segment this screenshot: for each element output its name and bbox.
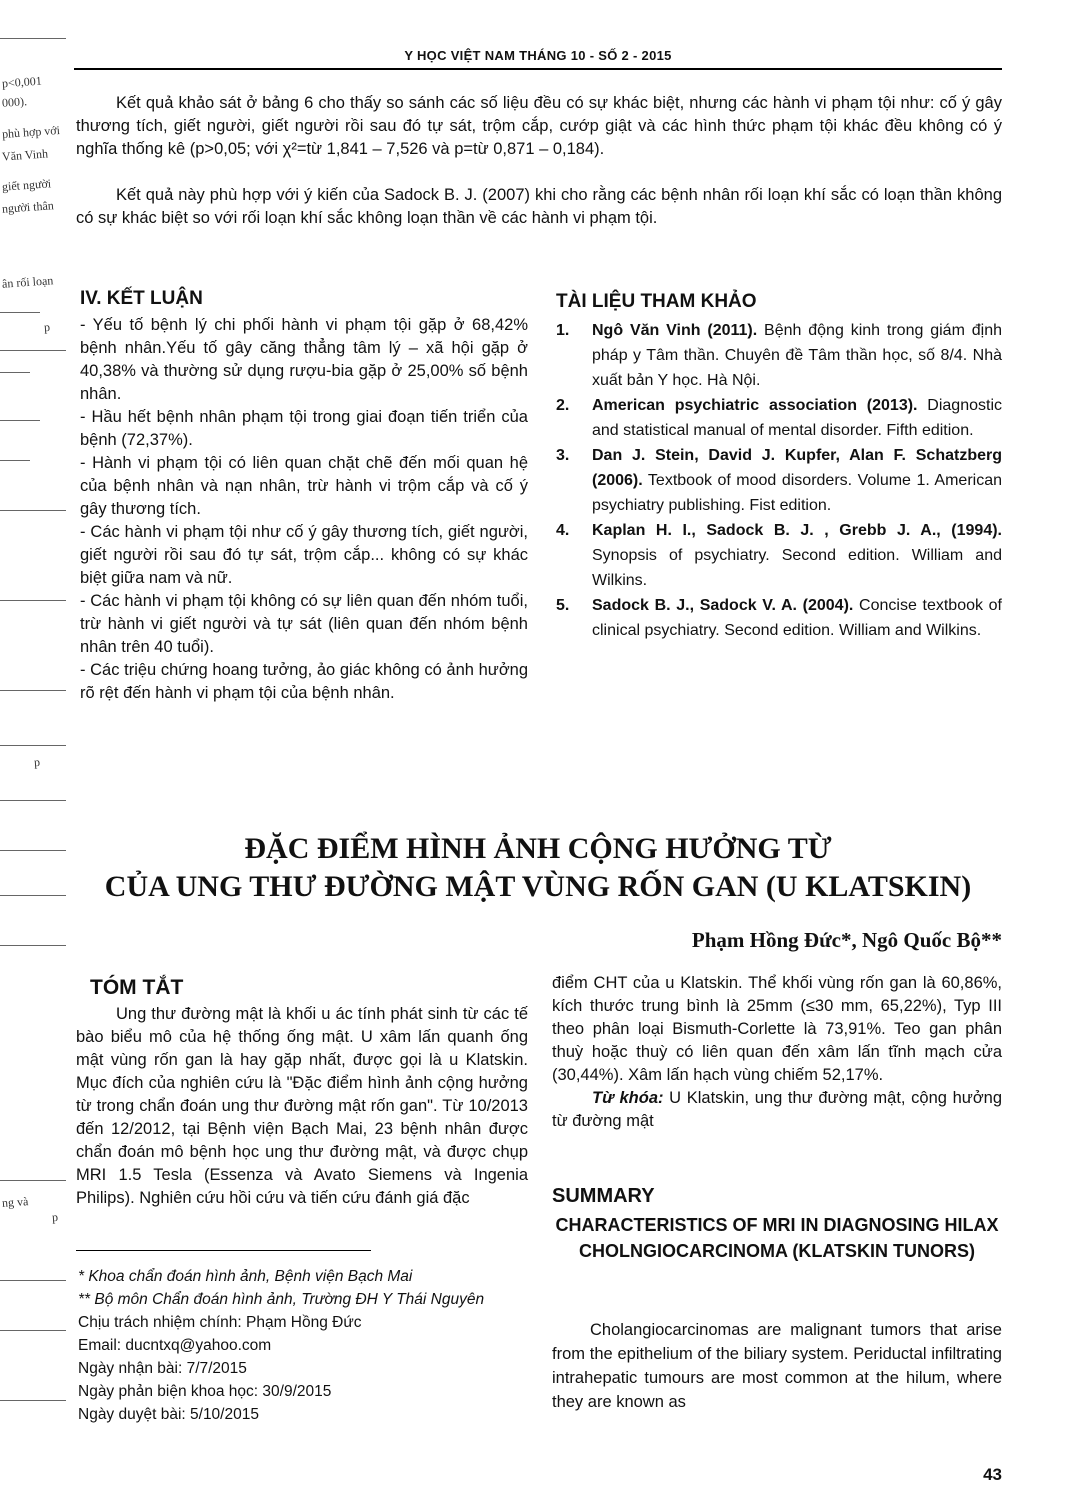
reference-authors: Dan J. Stein, David J. Kupfer, Alan F. Schatzberg (2006).: [592, 447, 1002, 489]
page-number: 43: [983, 1465, 1002, 1484]
reference-number: 3.: [556, 447, 570, 464]
bleed-fragment: giết người: [1, 176, 52, 194]
bleed-fragment: ng và: [1, 1194, 29, 1210]
bleed-line: [0, 800, 66, 801]
article-title-line: ĐẶC ĐIỂM HÌNH ẢNH CỘNG HƯỞNG TỪ: [244, 832, 832, 865]
reference-text: Synopsis of psychiatry. Second edition. William and Wilkins.: [592, 547, 1002, 589]
bleed-line: [0, 1180, 66, 1181]
results-paragraph: Kết quả khảo sát ở bảng 6 cho thấy so sánh các số liệu đều có sự khác biệt, nhưng các hành vi phạm tội như: cố ý gây thương tích, giết người, giết người rồi sau đó tự sát, trộm cắp, cướp giật và các hình thức phạm tội khác đều không có ý nghĩa thống kê (p>0,05; với χ²=từ 1,841 – 7,526 và p=từ 0,871 – 0,184).: [76, 94, 1002, 158]
reference-item: [556, 318, 1002, 393]
bleed-fragment: ân rối loạn: [1, 273, 54, 291]
conclusion-item: - Hầu hết bệnh nhân phạm tội trong giai đoạn tiến triển của bệnh (72,37%).: [80, 408, 528, 449]
reference-text: Bệnh động kinh trong giám định pháp y Tâm thần. Chuyên đề Tâm thần học, số 8/4. Nhà xuất bản Y học. Hà Nội.: [592, 322, 1003, 389]
bleed-line: [0, 510, 66, 511]
reference-number: 2.: [556, 397, 570, 414]
bleed-line: [0, 745, 66, 746]
abstract-heading: TÓM TẮT: [90, 976, 184, 999]
bleed-fragment: người thân: [1, 198, 55, 216]
abstract-left-column: Ung thư đường mật là khối u ác tính phát sinh từ các tế bào biểu mô của hệ thống ống mật. U xâm lấn quanh ống mật vùng rốn gan là hay gặp nhất, được gọi là u Klatskin. Mục đích của nghiên cứu là "Đặc điểm hình ảnh cộng hưởng từ trong chẩn đoán ung thư đường mật rốn gan". Từ 10/2013 đến 12/2012, tại Bệnh viện Bạch Mai, 23 bệnh nhân được chẩn đoán mô bệnh học ung thư đường mật, và được chụp MRI 1.5 Tesla (Essenza và Avato Siemens và Ingenia Philips). Nghiên cứu hồi cứu và tiến cứu đánh giá đặc: [76, 1005, 528, 1207]
header-rule: [74, 68, 1002, 70]
bleed-line: [0, 372, 30, 373]
reference-number: 4.: [556, 522, 570, 539]
conclusion-item: - Hành vi phạm tội có liên quan chặt chẽ đến mối quan hệ của bệnh nhân và nạn nhân, trừ hành vi trộm cắp và cố ý gây thương tích.: [80, 454, 528, 518]
conclusion-list: [80, 314, 528, 705]
bleed-fragment: p: [33, 754, 41, 770]
bleed-line: [0, 420, 40, 421]
article-title-line: CỦA UNG THƯ ĐƯỜNG MẬT VÙNG RỐN GAN (U KLATSKIN): [104, 870, 972, 903]
keywords-text: U Klatskin, ung thư đường mật, cộng hưởng từ đường mật: [552, 1089, 1002, 1130]
bleed-fragment: p: [43, 319, 51, 335]
bleed-line: [0, 350, 66, 351]
abstract-right-column: [552, 972, 1002, 1133]
reference-text: Concise textbook of clinical psychiatry. Second edition. William and Wilkins.: [592, 597, 1002, 639]
footnote-received: Ngày nhận bài: 7/7/2015: [78, 1360, 247, 1377]
reference-number: 5.: [556, 597, 570, 614]
reference-text: Textbook of mood disorders. Volume 1. American psychiatry publishing. Fist edition.: [592, 472, 1003, 514]
reference-item: [556, 593, 1002, 643]
bleed-line: [0, 1330, 66, 1331]
journal-header: Y HỌC VIỆT NAM THÁNG 10 - SỐ 2 - 2015: [404, 48, 672, 63]
bleed-fragment: p<0,001: [1, 73, 43, 91]
reference-text: Diagnostic and statistical manual of mental disorder. Fifth edition.: [592, 397, 1002, 439]
keywords: [552, 1087, 1002, 1133]
bleed-line: [0, 600, 66, 601]
summary-heading: SUMMARY: [552, 1185, 655, 1207]
reference-authors: Ngô Văn Vinh (2011).: [592, 322, 758, 339]
footnote-reviewed: Ngày phản biện khoa học: 30/9/2015: [78, 1383, 332, 1400]
reference-number: 1.: [556, 322, 570, 339]
reference-authors: Kaplan H. I., Sadock B. J. , Grebb J. A., (1994).: [592, 522, 1002, 539]
reference-authors: American psychiatric association (2013).: [592, 397, 918, 414]
bleed-line: [0, 38, 66, 39]
footnote-email: Email: ducntxq@yahoo.com: [78, 1337, 272, 1354]
conclusion-heading: IV. KẾT LUẬN: [80, 288, 203, 309]
conclusion-item: - Các hành vi phạm tội như cố ý gây thương tích, giết người, giết người rồi sau đó tự sát, trộm cắp... không có sự khác biệt giữa nam và nữ.: [80, 523, 528, 587]
footnote-responsible: Chịu trách nhiệm chính: Phạm Hồng Đức: [78, 1314, 362, 1331]
reference-authors: Sadock B. J., Sadock V. A. (2004).: [592, 597, 854, 614]
bleed-fragment: 000).: [1, 94, 28, 110]
bleed-fragment: phù hợp với: [1, 122, 61, 142]
summary-body: Cholangiocarcinomas are malignant tumors that arise from the epithelium of the biliary system. Periductal infiltrating intrahepatic tumours are most common at the hilum, where they are known as: [552, 1321, 1002, 1411]
reference-item: [556, 393, 1002, 443]
bleed-line: [0, 1400, 66, 1401]
summary-title: CHARACTERISTICS OF MRI IN DIAGNOSING HILAX CHOLNGIOCARCINOMA (KLATSKIN TUNORS): [555, 1215, 999, 1261]
references-list: [556, 318, 1002, 643]
bleed-line: [0, 945, 66, 946]
references-heading: TÀI LIỆU THAM KHẢO: [556, 291, 757, 312]
results-paragraph: Kết quả này phù hợp với ý kiến của Sadock B. J. (2007) khi cho rằng các bệnh nhân rối loạn khí sắc có loạn thần không có sự khác biệt so với rối loạn khí sắc không loạn thần về các hành vi phạm tội.: [76, 186, 1002, 227]
bleed-line: [0, 1280, 66, 1281]
bleed-fragment: p: [51, 1209, 59, 1225]
keywords-label: Từ khóa:: [592, 1089, 664, 1107]
bleed-line: [0, 895, 66, 896]
abstract-continued: điểm CHT của u Klatskin. Thể khối vùng rốn gan là 60,86%, kích thước trung bình là 25mm (≤30 mm, 65,22%), Typ III theo phân loại Bismuth-Corlette là 73,91%. Teo gan phân thuỳ hoặc thuỳ có liên quan đến xâm lấn tĩnh mạch cửa (30,44%). Xâm lấn hạch vùng chiếm 52,17%.: [552, 974, 1002, 1084]
footnote-approved: Ngày duyệt bài: 5/10/2015: [78, 1406, 259, 1423]
conclusion-item: - Các triệu chứng hoang tưởng, ảo giác không có ảnh hưởng rõ rệt đến hành vi phạm tội của bệnh nhân.: [80, 661, 528, 702]
reference-item: [556, 518, 1002, 593]
footnote-affiliation: ** Bộ môn Chẩn đoán hình ảnh, Trường ĐH Y Thái Nguyên: [78, 1291, 485, 1308]
conclusion-item: - Các hành vi phạm tội không có sự liên quan đến nhóm tuổi, trừ hành vi giết người và tự sát (liên quan đến nhóm bệnh nhân trên 40 tuổi).: [80, 592, 528, 656]
conclusion-item: - Yếu tố bệnh lý chi phối hành vi phạm tội gặp ở 68,42% bệnh nhân.Yếu tố gây căng thẳng tâm lý – xã hội gặp ở 40,38% và thường sử dụng rượu-bia gặp ở 25,00% số bệnh nhân.: [80, 316, 528, 403]
reference-item: [556, 443, 1002, 518]
bleed-line: [0, 460, 30, 461]
footnote-affiliation: * Khoa chẩn đoán hình ảnh, Bệnh viện Bạch Mai: [78, 1268, 413, 1285]
bleed-line: [0, 690, 66, 691]
article-authors: Phạm Hồng Đức*, Ngô Quốc Bộ**: [691, 928, 1002, 952]
bleed-line: [0, 312, 40, 313]
bleed-line: [0, 850, 66, 851]
adjacent-page-bleed: [0, 0, 70, 1507]
bleed-fragment: Văn Vinh: [1, 146, 49, 164]
footnote-rule: [76, 1250, 371, 1251]
